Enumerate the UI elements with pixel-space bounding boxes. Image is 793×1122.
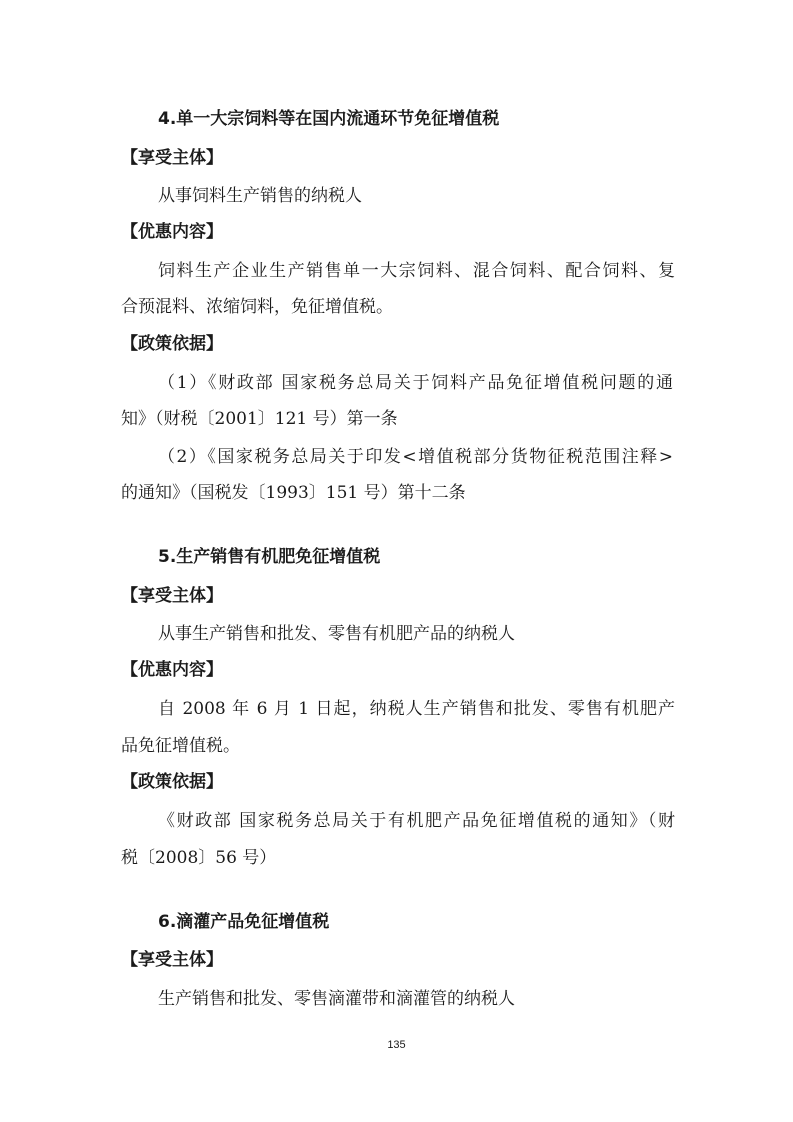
section-6-title: 6.滴灌产品免征增值税 xyxy=(158,912,330,932)
section-5-content-line-2: 品免征增值税。 xyxy=(121,736,240,756)
section-4-basis-line-4: 的通知》（国税发〔1993〕151 号）第十二条 xyxy=(121,483,466,503)
section-4-content-label: 【优惠内容】 xyxy=(121,222,223,242)
section-4-subject-text: 从事饲料生产销售的纳税人 xyxy=(158,186,362,206)
section-5-subject-text: 从事生产销售和批发、零售有机肥产品的纳税人 xyxy=(158,624,515,644)
section-4-subject-label: 【享受主体】 xyxy=(121,148,223,168)
section-4-basis-label: 【政策依据】 xyxy=(121,334,223,354)
page-number: 135 xyxy=(387,1039,406,1051)
section-4-basis-line-2: 知》（财税〔2001〕121 号）第一条 xyxy=(121,409,398,429)
section-4-content-line-1: 饲料生产企业生产销售单一大宗饲料、混合饲料、配合饲料、复 xyxy=(158,261,675,281)
section-6-subject-label: 【享受主体】 xyxy=(121,950,223,970)
section-4-basis-line-1: （1）《财政部 国家税务总局关于饲料产品免征增值税问题的通 xyxy=(158,373,673,393)
section-5-basis-line-1: 《财政部 国家税务总局关于有机肥产品免征增值税的通知》（财 xyxy=(158,811,675,831)
section-5-content-label: 【优惠内容】 xyxy=(121,660,223,680)
section-4-title: 4.单一大宗饲料等在国内流通环节免征增值税 xyxy=(158,109,500,129)
section-5-basis-label: 【政策依据】 xyxy=(121,772,223,792)
section-5-title: 5.生产销售有机肥免征增值税 xyxy=(158,547,381,567)
section-5-content-line-1: 自 2008 年 6 月 1 日起，纳税人生产销售和批发、零售有机肥产 xyxy=(158,699,675,719)
section-4-basis-line-3: （2）《国家税务总局关于印发<增值税部分货物征税范围注释> xyxy=(158,447,673,467)
section-5-basis-line-2: 税〔2008〕56 号） xyxy=(121,848,277,868)
section-6-subject-text: 生产销售和批发、零售滴灌带和滴灌管的纳税人 xyxy=(158,989,515,1009)
section-4-content-line-2: 合预混料、浓缩饲料，免征增值税。 xyxy=(121,297,393,317)
section-5-subject-label: 【享受主体】 xyxy=(121,586,223,606)
